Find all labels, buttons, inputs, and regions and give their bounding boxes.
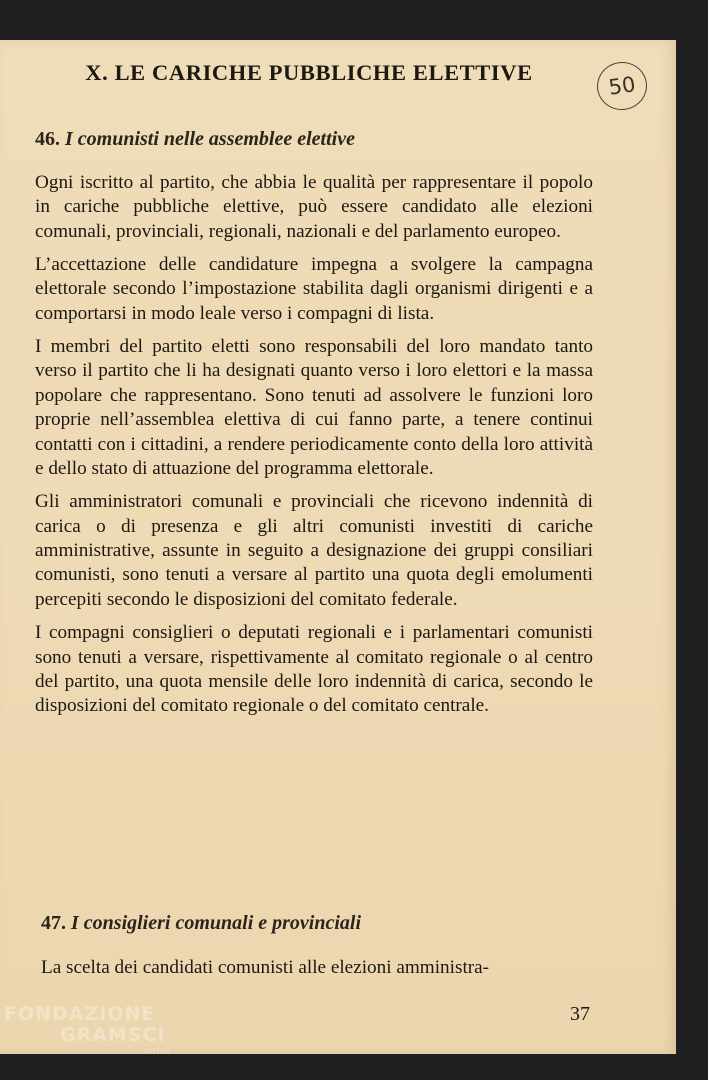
- section-47-title: I consiglieri comunali e provinciali: [71, 912, 362, 934]
- section-46-paragraph-2: L’accettazione delle candidature impegna a svolgere la campagna elettorale secondo l’impostazione stabilita dagli organismi dirigenti e a comportarsi in modo leale verso i compagni di lista.: [35, 254, 593, 324]
- chapter-title: X. LE CARICHE PUBBLICHE ELETTIVE: [85, 60, 533, 85]
- section-46-paragraph-5: I compagni consiglieri o deputati regionali e i parlamentari comunisti sono tenuti a versare, rispettivamente al comitato regionale o al centro del partito, una quota mensile delle loro indennità di carica, secondo le disposizioni del comitato regionale o del comitato centrale.: [35, 622, 593, 717]
- section-46-paragraph-1: Ogni iscritto al partito, che abbia le qualità per rappresentare il popolo in cariche pubbliche elettive, può essere candidato alle elezioni comunali, provinciali, regionali, nazionali e del parlamento europeo.: [35, 172, 593, 242]
- section-46-paragraph-3: I membri del partito eletti sono responsabili del loro mandato tanto verso il partito che li ha designati quanto verso i loro elettori e la massa popolare che rappresentano. Sono tenuti ad assolvere le funzioni loro proprie nell’assemblea elettiva di cui fanno parte, a tenere continui contatti con i cittadini, a rendere periodicamente conto della loro attività e dello stato di attuazione del programma elettorale.: [35, 336, 593, 480]
- section-46-heading: [35, 128, 355, 151]
- section-46-title: I comunisti nelle assemblee elettive: [65, 128, 355, 150]
- watermark-line-1: FONDAZIONE: [4, 1003, 156, 1025]
- document-page: [0, 40, 676, 1054]
- watermark-line-2: GRAMSCI: [60, 1024, 166, 1046]
- section-46-number: 46.: [35, 128, 60, 150]
- section-46-body: [35, 171, 593, 728]
- watermark-line-3: onlus: [144, 1046, 171, 1056]
- section-47-body: [41, 956, 593, 989]
- section-46-paragraph-4: Gli amministratori comunali e provinciali che ricevono indennità di carica o di presenza e gli altri comunisti investiti di cariche amministrative, assunte in seguito a designazione dei gruppi consiliari comunisti, sono tenuti a versare al partito una quota degli emolumenti percepiti secondo le disposizioni del comitato federale.: [35, 491, 593, 610]
- section-47-paragraph-1: La scelta dei candidati comunisti alle elezioni amministra-: [41, 957, 490, 978]
- fondazione-gramsci-watermark: [4, 1004, 171, 1056]
- handwritten-page-number: 50: [594, 59, 650, 113]
- section-47-heading: [41, 912, 361, 935]
- printed-page-number: 37: [570, 1003, 590, 1025]
- section-47-number: 47.: [41, 912, 66, 934]
